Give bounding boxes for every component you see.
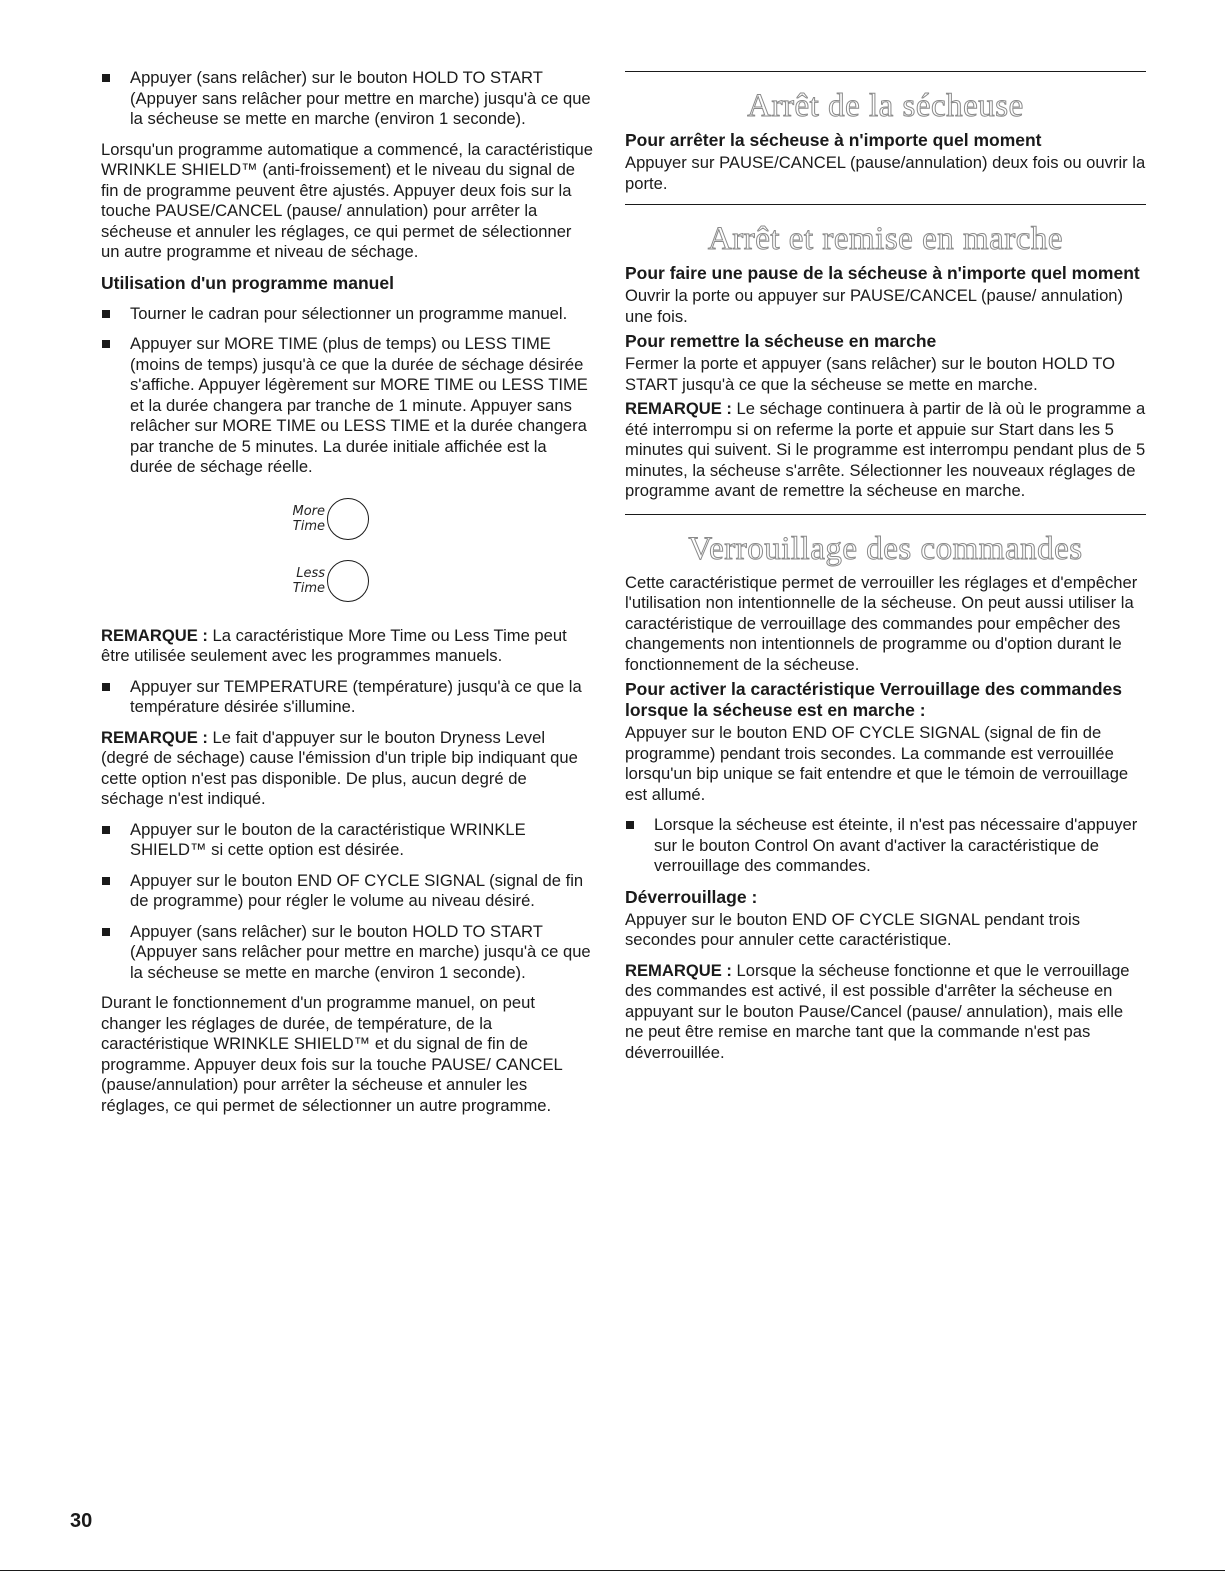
bullet-item: Appuyer (sans relâcher) sur le bouton HOLD TO START (Appuyer sans relâcher pour mettre en marche) jusqu'à ce que la sécheuse se mette en marche (environ 1 seconde). bbox=[101, 922, 593, 984]
bullet-square-icon bbox=[101, 820, 130, 861]
paragraph: Fermer la porte et appuyer (sans relâcher) sur le bouton HOLD TO START jusqu'à ce que la sécheuse se mette en marche. bbox=[625, 354, 1116, 394]
bullet-item: Lorsque la sécheuse est éteinte, il n'est pas nécessaire d'appuyer sur le bouton Control On avant d'activer la caractéristique de verrouillage des commandes. bbox=[625, 815, 1146, 877]
time-buttons-figure bbox=[279, 488, 593, 612]
bullet-item: Appuyer sur MORE TIME (plus de temps) ou LESS TIME (moins de temps) jusqu'à ce que la durée de séchage désirée s'affiche. Appuyer légèrement sur MORE TIME ou LESS TIME et la durée changera par tranche de 1 minute. Appuyer sans relâcher sur MORE TIME ou LESS TIME et la durée changera par tranche de 5 minutes. La durée initiale affichée est la durée de séchage réelle. bbox=[101, 334, 593, 478]
more-time-label: More Time bbox=[292, 503, 325, 534]
bullet-item: Appuyer sur le bouton END OF CYCLE SIGNAL (signal de fin de programme) pour régler le volume au niveau désiré. bbox=[101, 871, 593, 912]
paragraph: Appuyer sur le bouton END OF CYCLE SIGNAL pendant trois secondes pour annuler cette caractéristique. bbox=[625, 909, 1081, 949]
section-title-control-lock: Verrouillage des commandes bbox=[688, 530, 1083, 567]
section-title-pause-restart: Arrêt et remise en marche bbox=[707, 221, 1064, 257]
subheading: Pour faire une pause de la sécheuse à n'importe quel moment bbox=[625, 263, 1140, 283]
more-time-button-diagram bbox=[279, 488, 593, 550]
subheading: Pour activer la caractéristique Verrouillage des commandes lorsque la sécheuse est en marche : bbox=[625, 679, 1123, 720]
bullet-item: Appuyer sur le bouton de la caractéristique WRINKLE SHIELD™ si cette option est désirée. bbox=[101, 820, 593, 861]
paragraph: Appuyer sur le bouton END OF CYCLE SIGNAL (signal de fin de programme) pendant trois secondes. La commande est verrouillée lorsqu'un bip unique se fait entendre et que le témoin de verrouillage est allumé. bbox=[625, 723, 1129, 804]
note-paragraph: REMARQUE : Le séchage continuera à partir de là où le programme a été interrompu si on referme la porte et appuie sur Start dans les 5 minutes qui suivent. Si le programme est interrompu pendant plus de 5 minutes, la sécheuse s'arrête. Sélectionner les nouveaux réglages de programme avant de remettre la sécheuse en marche. bbox=[625, 399, 1146, 500]
bullet-square-icon bbox=[101, 334, 130, 478]
bullet-square-icon bbox=[101, 68, 130, 130]
note-paragraph: REMARQUE : Le fait d'appuyer sur le bouton Dryness Level (degré de séchage) cause l'émission d'un triple bip indiquant que cette option n'est pas disponible. De plus, aucun degré de séchage n'est indiqué. bbox=[101, 727, 578, 808]
paragraph: Ouvrir la porte ou appuyer sur PAUSE/CANCEL (pause/ annulation) une fois. bbox=[625, 286, 1124, 326]
note-paragraph: REMARQUE : La caractéristique More Time ou Less Time peut être utilisée seulement avec les programmes manuels. bbox=[101, 625, 567, 665]
bullet-square-icon bbox=[101, 922, 130, 984]
note-paragraph: REMARQUE : Lorsque la sécheuse fonctionne et que le verrouillage des commandes est activé, il est possible d'arrêter la sécheuse en appuyant sur le bouton Pause/Cancel (pause/ annulation), mais elle ne peut être remise en marche tant que la commande n'est pas déverrouillée. bbox=[625, 960, 1130, 1062]
paragraph: Lorsqu'un programme automatique a commencé, la caractéristique WRINKLE SHIELD™ (anti-froissement) et le niveau du signal de fin de programme peuvent être ajustés. Appuyer deux fois sur la touche PAUSE/CANCEL (pause/ annulation) pour arrêter la sécheuse et annuler les réglages, ce qui permet de sélectionner un autre programme et niveau de séchage. bbox=[101, 139, 594, 261]
less-time-button-diagram bbox=[279, 550, 593, 612]
page-bottom-rule bbox=[0, 1570, 1225, 1571]
subheading-unlock: Déverrouillage : bbox=[625, 886, 758, 907]
more-time-button-icon bbox=[327, 498, 369, 540]
right-column bbox=[625, 71, 1146, 1073]
section-divider bbox=[625, 71, 1146, 72]
bullet-item: Appuyer sur TEMPERATURE (température) jusqu'à ce que la température désirée s'illumine. bbox=[101, 677, 593, 718]
section-divider bbox=[625, 204, 1146, 205]
page-number: 30 bbox=[70, 1510, 93, 1532]
bullet-square-icon bbox=[101, 304, 130, 325]
bullet-square-icon bbox=[625, 815, 654, 877]
paragraph: Durant le fonctionnement d'un programme manuel, on peut changer les réglages de durée, de température, de la caractéristique WRINKLE SHIELD™ et du signal de fin de programme. Appuyer deux fois sur la touche PAUSE/ CANCEL (pause/annulation) pour arrêter la sécheuse et annuler les réglages, ce qui permet de sélectionner un autre programme. bbox=[101, 993, 563, 1115]
section-title-stop-dryer: Arrêt de la sécheuse bbox=[747, 88, 1024, 124]
paragraph: Cette caractéristique permet de verrouiller les réglages et d'empêcher l'utilisation non intentionnelle de la sécheuse. On peut aussi utiliser la caractéristique de verrouillage des commandes pour empêcher des changements non intentionnels de programme ou d'option durant le fonctionnement de la sécheuse. bbox=[625, 572, 1138, 674]
left-column bbox=[101, 68, 593, 1126]
less-time-label: Less Time bbox=[292, 565, 325, 596]
bullet-item: Appuyer (sans relâcher) sur le bouton HOLD TO START (Appuyer sans relâcher pour mettre en marche) jusqu'à ce que la sécheuse se mette en marche (environ 1 seconde). bbox=[101, 68, 593, 130]
bullet-square-icon bbox=[101, 677, 130, 718]
subheading: Pour arrêter la sécheuse à n'importe quel moment bbox=[625, 130, 1042, 150]
subheading: Pour remettre la sécheuse en marche bbox=[625, 331, 937, 351]
less-time-button-icon bbox=[327, 560, 369, 602]
bullet-square-icon bbox=[101, 871, 130, 912]
section-divider bbox=[625, 514, 1146, 515]
bullet-item: Tourner le cadran pour sélectionner un programme manuel. bbox=[101, 304, 593, 325]
subheading-manual-program: Utilisation d'un programme manuel bbox=[101, 272, 394, 293]
paragraph: Appuyer sur PAUSE/CANCEL (pause/annulation) deux fois ou ouvrir la porte. bbox=[625, 153, 1146, 193]
